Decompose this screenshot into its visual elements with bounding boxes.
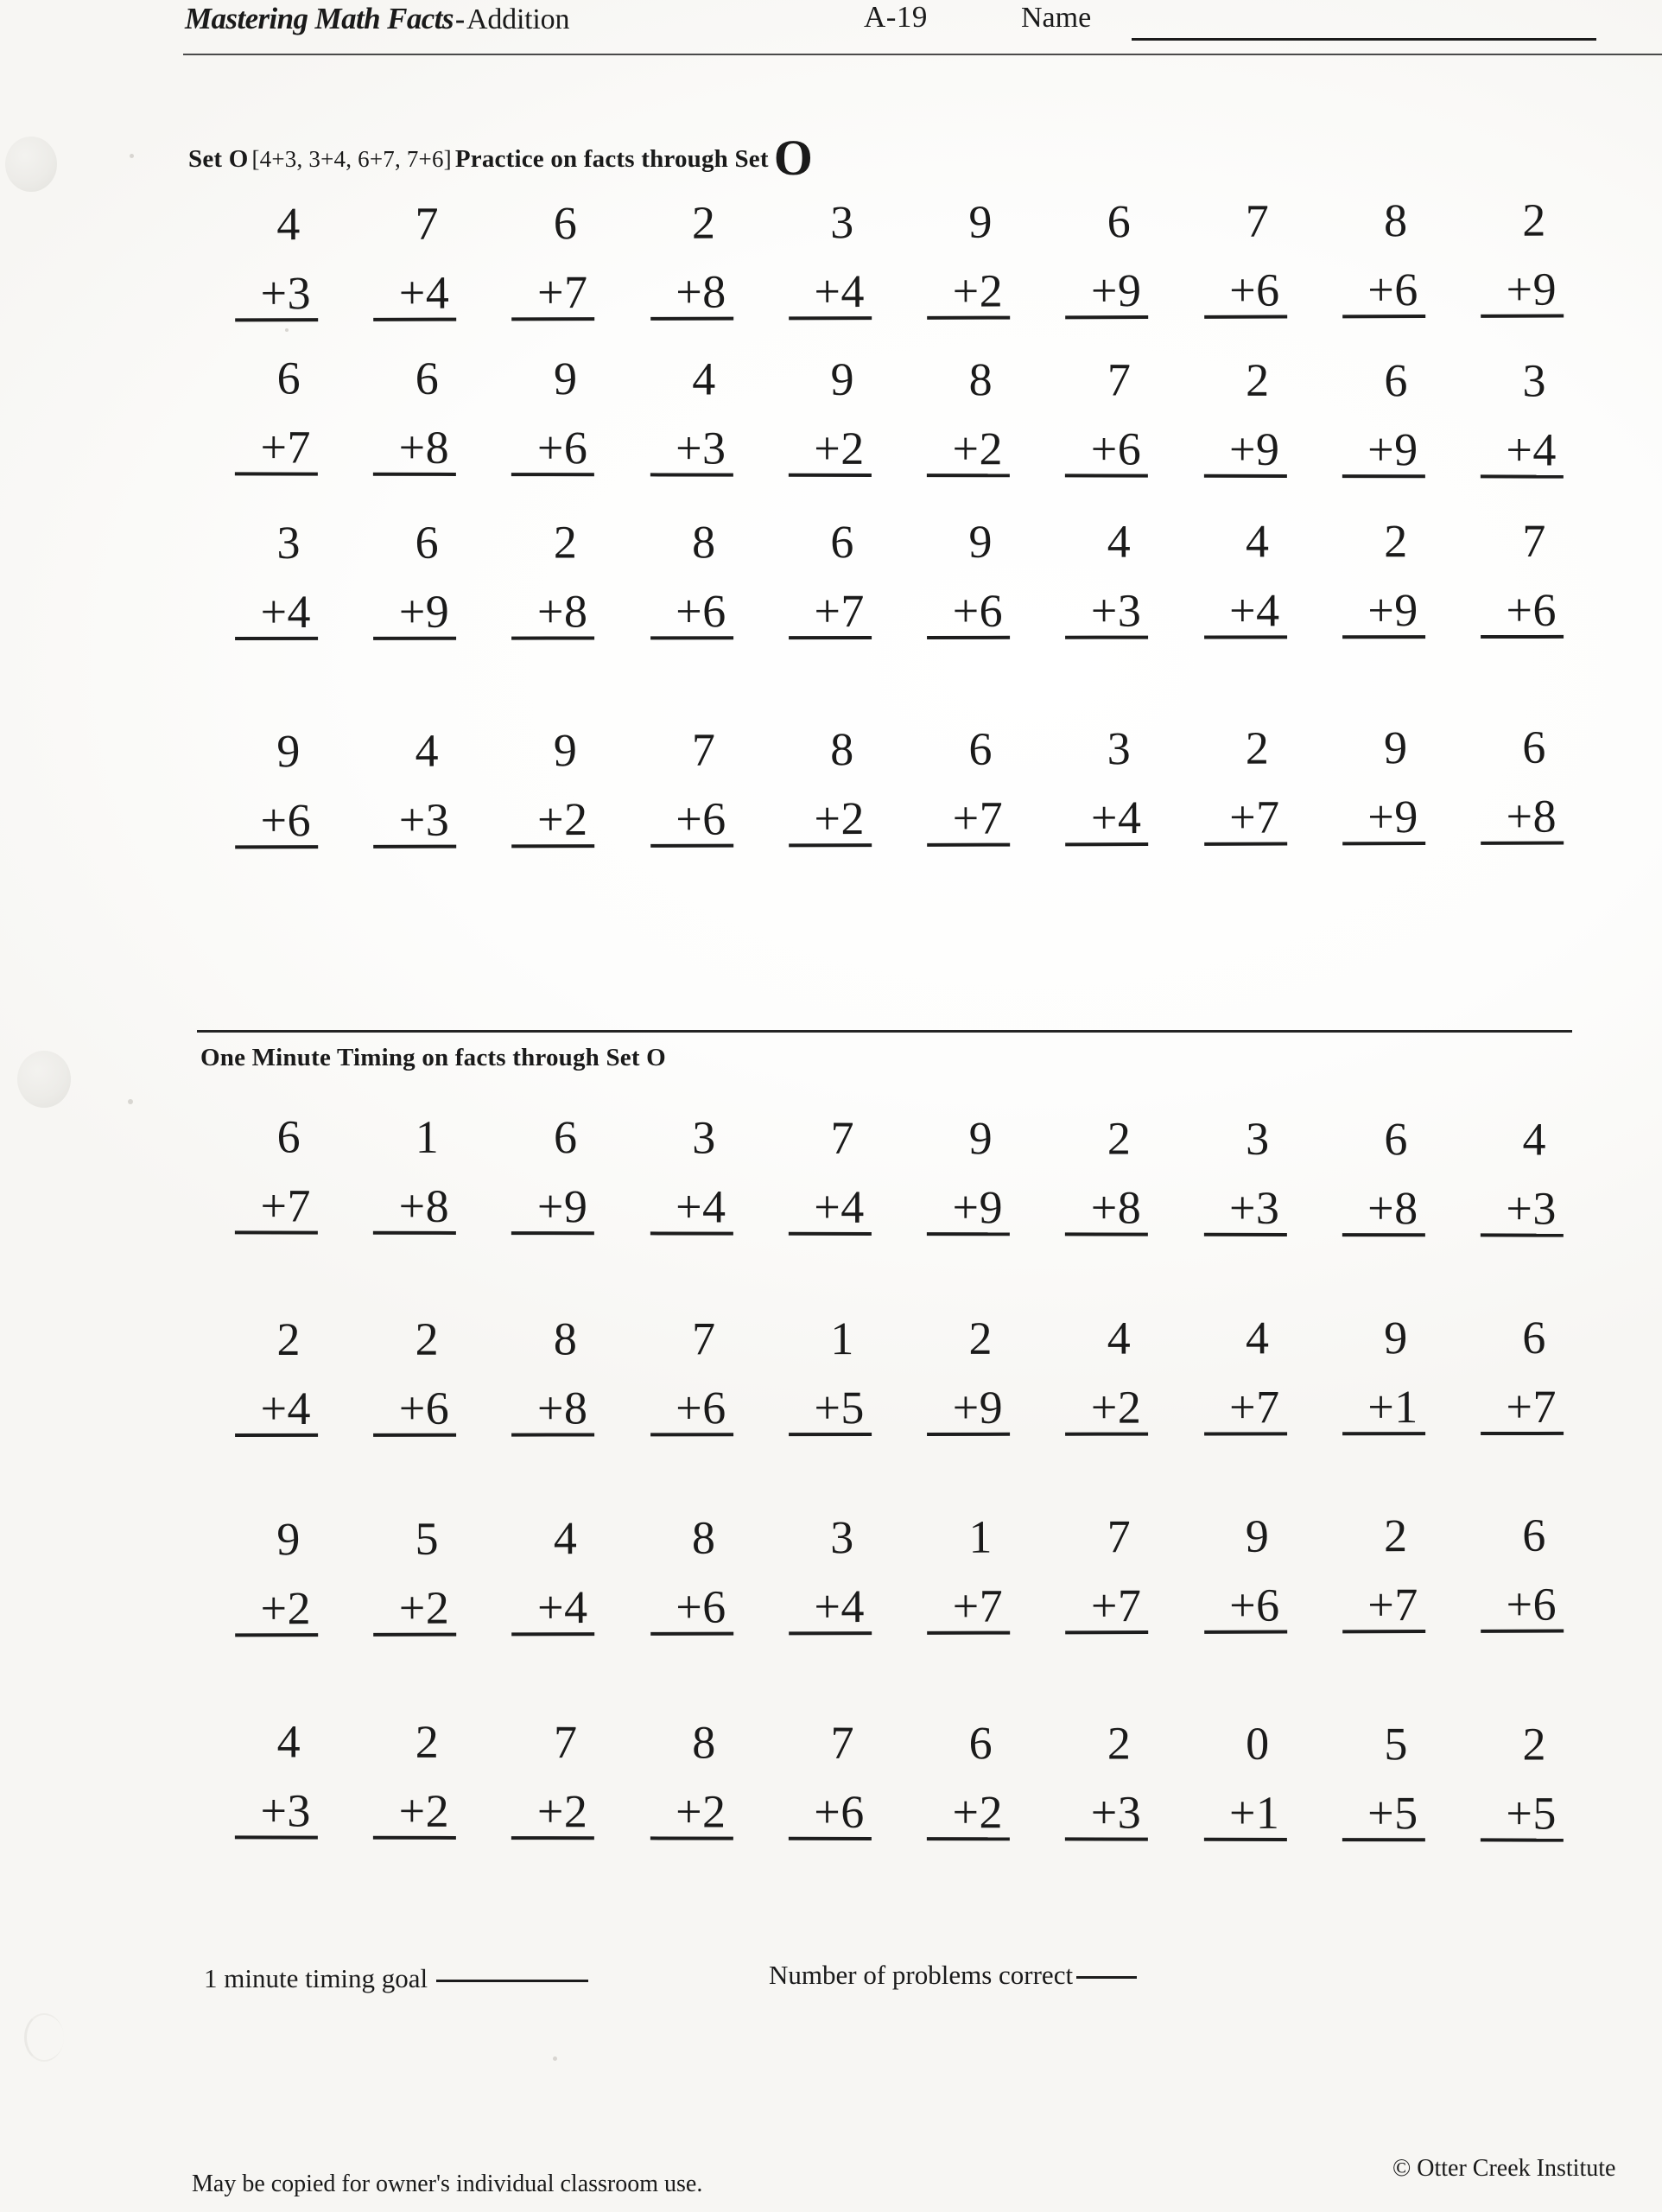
addend-top: 4 [276, 198, 301, 251]
addend-bottom: +9 [927, 1384, 1010, 1436]
timing-goal-field[interactable] [204, 1963, 588, 1994]
addition-problem [908, 1719, 1010, 1858]
addition-problem [1323, 1512, 1425, 1650]
addend-top: 7 [1245, 194, 1270, 247]
addition-problem [216, 1513, 319, 1654]
addition-problem [1046, 1312, 1148, 1453]
addition-problem [1046, 195, 1149, 336]
addend-bottom: +7 [927, 795, 1010, 847]
addend-bottom: +2 [1065, 1384, 1148, 1436]
addend-top: 9 [830, 353, 855, 405]
addend-bottom: +2 [927, 1789, 1010, 1840]
addend-bottom: +3 [650, 424, 733, 476]
addend-top: 7 [1522, 514, 1546, 567]
addition-problem [354, 1715, 456, 1857]
addition-problem [1462, 1113, 1564, 1254]
addition-problem [1462, 1509, 1564, 1650]
brand-name: Mastering Math Facts [185, 2, 454, 35]
addition-problem [1323, 354, 1425, 495]
addition-problem [1184, 194, 1287, 336]
timing-section-heading: One Minute Timing on facts through Set O [200, 1044, 666, 1071]
addition-problem [631, 1315, 733, 1453]
addend-bottom: +8 [511, 1384, 594, 1436]
addition-problem [1323, 194, 1425, 335]
addend-bottom: +6 [650, 1384, 733, 1436]
addition-problem [492, 1716, 594, 1857]
problem-row [216, 1509, 1564, 1655]
addend-bottom: +9 [373, 588, 456, 640]
addition-problem [1046, 722, 1149, 863]
addend-top: 3 [830, 196, 854, 249]
addition-problem [631, 196, 733, 338]
addend-bottom: +2 [927, 268, 1010, 320]
addend-top: 8 [553, 1313, 578, 1365]
addend-bottom: +9 [1342, 426, 1425, 478]
set-label: Set O [188, 145, 249, 173]
addend-bottom: +6 [1342, 266, 1425, 318]
addend-top: 7 [1107, 1510, 1132, 1563]
hole-punch-mark [24, 2013, 64, 2062]
addition-problem [1184, 1112, 1286, 1254]
addend-top: 3 [276, 516, 301, 569]
practice-section-heading [188, 130, 813, 186]
addend-top: 6 [968, 1717, 993, 1770]
addend-bottom: +4 [650, 1183, 733, 1235]
addend-top: 4 [1522, 1113, 1547, 1166]
addend-top: 8 [692, 516, 716, 569]
addition-problem [770, 1716, 872, 1858]
addend-bottom: +1 [1203, 1789, 1286, 1841]
addend-top: 3 [692, 1111, 716, 1164]
addend-top: 6 [1522, 721, 1546, 773]
addend-bottom: +3 [1481, 1185, 1564, 1236]
addend-top: 7 [830, 1716, 855, 1769]
addend-top: 3 [1246, 1112, 1270, 1165]
addend-bottom: +9 [1342, 587, 1425, 639]
section-divider [197, 1030, 1572, 1033]
addition-problem [770, 1315, 872, 1453]
addend-top: 8 [692, 1716, 716, 1769]
timing-goal-input-line[interactable] [436, 1980, 588, 1982]
addition-problem [631, 1716, 733, 1857]
addend-top: 6 [553, 197, 578, 250]
addend-bottom: +8 [511, 588, 594, 639]
addend-top: 2 [1522, 194, 1546, 246]
addition-problem [354, 516, 456, 658]
addend-top: 6 [1522, 1311, 1546, 1363]
addend-top: 5 [415, 1512, 440, 1565]
addition-problem [492, 197, 595, 338]
addend-top: 2 [1107, 1112, 1132, 1165]
scan-speck [128, 1099, 133, 1104]
addend-bottom: +4 [789, 1583, 872, 1635]
addend-bottom: +7 [235, 1182, 318, 1234]
addend-top: 6 [415, 516, 440, 569]
addend-top: 8 [968, 353, 993, 406]
addend-top: 9 [276, 1513, 301, 1566]
addition-problem [216, 1110, 318, 1251]
addend-top: 2 [968, 1312, 993, 1364]
addend-bottom: +4 [235, 1385, 318, 1437]
addend-bottom: +3 [235, 1787, 318, 1839]
addend-bottom: +9 [1342, 793, 1425, 845]
set-facts-list: [4+3, 3+4, 6+7, 7+6] [251, 146, 452, 172]
copy-permission-note: May be copied for owner's individual classroom use. [192, 2171, 703, 2197]
addend-bottom: +7 [927, 1583, 1010, 1635]
addend-top: 7 [553, 1716, 578, 1769]
addend-bottom: +4 [1204, 587, 1287, 639]
addend-top: 8 [1383, 194, 1408, 247]
brand-dash: - [454, 3, 465, 35]
addend-bottom: +2 [373, 1585, 456, 1637]
addition-problem [908, 722, 1011, 864]
hole-punch-mark [17, 1051, 71, 1108]
addend-bottom: +4 [789, 1184, 872, 1236]
addend-bottom: +4 [789, 268, 872, 320]
addend-top: 4 [553, 1512, 578, 1565]
addend-bottom: +4 [1481, 426, 1564, 478]
addend-top: 0 [1246, 1717, 1270, 1770]
addend-bottom: +3 [1203, 1185, 1286, 1236]
addend-bottom: +6 [235, 797, 318, 849]
addition-problem [492, 518, 594, 657]
addition-problem [1462, 1720, 1564, 1859]
problem-row [216, 1715, 1564, 1859]
addend-top: 6 [1384, 1113, 1408, 1166]
addend-top: 9 [276, 725, 301, 778]
addition-problem [1462, 354, 1564, 495]
addition-problem [216, 516, 318, 658]
addition-problem [1184, 515, 1286, 656]
addend-top: 6 [968, 722, 993, 775]
addition-problem [770, 518, 872, 657]
addition-problem [354, 1110, 456, 1252]
addend-bottom: +2 [235, 1585, 318, 1637]
addend-top: 9 [968, 1112, 993, 1165]
addition-problem [908, 1112, 1010, 1253]
addition-problem [908, 515, 1010, 657]
addend-bottom: +2 [789, 795, 872, 847]
addend-bottom: +6 [511, 424, 594, 476]
addend-bottom: +4 [1065, 794, 1148, 846]
addend-bottom: +8 [1065, 1184, 1148, 1236]
problem-row [216, 1110, 1564, 1254]
addend-bottom: +2 [927, 425, 1010, 477]
brand-subject: Addition [466, 3, 570, 35]
addition-problem [492, 1315, 594, 1453]
addend-top: 2 [1107, 1717, 1132, 1770]
addition-problem [216, 200, 319, 339]
addition-problem [1046, 515, 1148, 657]
addend-top: 1 [968, 1510, 993, 1563]
set-letter-large: O [773, 130, 813, 186]
problem-row [216, 721, 1564, 867]
addition-problem [908, 353, 1010, 494]
addend-top: 2 [276, 1313, 301, 1365]
addition-problem [216, 1313, 318, 1454]
problem-row [216, 514, 1564, 658]
addend-bottom: +7 [1204, 1383, 1287, 1435]
addend-bottom: +3 [235, 270, 318, 321]
addition-problem [631, 355, 733, 493]
addition-problem [354, 724, 457, 866]
addend-top: 7 [830, 1111, 855, 1164]
addend-top: 4 [276, 1715, 301, 1768]
addend-bottom: +9 [927, 1184, 1010, 1236]
page-header [0, 0, 1662, 60]
addend-top: 8 [691, 1511, 716, 1564]
addition-problem [492, 724, 595, 865]
problem-row [216, 354, 1564, 495]
addition-problem [631, 1111, 733, 1252]
addend-top: 5 [1384, 1718, 1408, 1770]
addition-problem [1184, 1717, 1286, 1859]
addend-bottom: +2 [511, 796, 594, 848]
addend-bottom: +8 [373, 424, 456, 476]
addition-problem [770, 723, 872, 864]
copyright-notice: © Otter Creek Institute [1392, 2155, 1616, 2182]
addend-top: 2 [691, 196, 716, 249]
addend-bottom: +7 [1204, 794, 1287, 846]
addition-problem [770, 1111, 872, 1253]
addition-problem [354, 352, 456, 493]
addend-bottom: +4 [235, 588, 318, 640]
addend-top: 2 [415, 1313, 440, 1365]
problem-row [216, 1311, 1564, 1454]
addend-bottom: +6 [650, 1584, 733, 1636]
addend-bottom: +6 [1481, 1581, 1564, 1633]
worksheet-title [185, 2, 569, 36]
addition-problem [216, 354, 318, 493]
addend-bottom: +6 [650, 588, 733, 639]
addend-top: 7 [415, 197, 440, 250]
addend-bottom: +3 [1065, 1789, 1148, 1840]
addend-bottom: +2 [789, 425, 872, 477]
problems-correct-input-line[interactable] [1076, 1976, 1137, 1979]
addend-bottom: +5 [789, 1384, 872, 1436]
addend-top: 6 [276, 352, 301, 404]
addend-top: 2 [415, 1715, 440, 1768]
addend-top: 9 [553, 353, 578, 405]
name-input-line[interactable] [1132, 38, 1596, 41]
addend-top: 6 [415, 352, 440, 404]
name-label: Name [1021, 2, 1092, 34]
addend-bottom: +7 [511, 269, 594, 321]
addition-problem [631, 723, 733, 865]
timing-goal-label: 1 minute timing goal [204, 1963, 428, 1993]
addend-top: 2 [553, 516, 578, 569]
addend-top: 4 [1245, 1312, 1270, 1364]
addition-problem [1323, 721, 1425, 862]
addend-top: 6 [830, 516, 854, 569]
addition-problem [770, 353, 872, 494]
addend-bottom: +7 [789, 588, 872, 639]
addend-bottom: +6 [1204, 1582, 1287, 1634]
addend-bottom: +4 [373, 270, 456, 321]
addition-problem [492, 355, 594, 493]
addend-bottom: +5 [1481, 1789, 1564, 1841]
addend-top: 6 [1384, 354, 1408, 407]
addend-top: 8 [830, 723, 854, 776]
addend-bottom: +9 [1065, 267, 1148, 319]
problems-correct-field[interactable] [769, 1960, 1137, 1991]
addend-bottom: +2 [373, 1788, 456, 1840]
addend-bottom: +6 [1204, 267, 1287, 319]
addend-bottom: +6 [1065, 425, 1148, 477]
scan-speck [130, 154, 134, 158]
addend-bottom: +8 [1481, 793, 1564, 845]
problem-row [216, 194, 1564, 340]
hole-punch-mark [5, 137, 57, 192]
addition-problem [354, 197, 457, 339]
addend-top: 6 [1107, 195, 1132, 248]
addition-problem [1462, 194, 1564, 335]
addend-top: 4 [692, 353, 716, 405]
addend-bottom: +3 [1065, 588, 1148, 639]
addend-top: 9 [1383, 721, 1408, 774]
addend-top: 3 [1522, 354, 1547, 407]
addition-problem [354, 1512, 457, 1654]
addition-problem [631, 1511, 733, 1653]
addend-bottom: +4 [511, 1584, 594, 1636]
addend-top: 4 [1107, 1312, 1132, 1364]
addend-top: 2 [1246, 353, 1270, 406]
addition-problem [1462, 1311, 1564, 1452]
addend-top: 2 [1522, 1718, 1547, 1770]
addend-top: 4 [415, 724, 440, 777]
addend-top: 7 [691, 723, 716, 776]
addend-bottom: +8 [650, 269, 733, 321]
addend-bottom: +6 [373, 1385, 456, 1437]
addend-bottom: +7 [1065, 1582, 1148, 1634]
problems-correct-label: Number of problems correct [769, 1960, 1074, 1990]
addition-problem [492, 1111, 594, 1252]
addition-problem [1323, 515, 1425, 656]
addition-problem [1323, 1720, 1425, 1859]
page-code: A-19 [864, 0, 928, 34]
addition-problem [1323, 1314, 1425, 1452]
addend-top: 6 [1522, 1509, 1546, 1561]
addend-top: 1 [830, 1313, 854, 1365]
addend-top: 1 [415, 1110, 440, 1163]
addition-problem [216, 725, 319, 866]
addend-bottom: +9 [511, 1183, 594, 1235]
addend-top: 2 [1384, 515, 1408, 568]
addition-problem [1046, 1112, 1148, 1253]
addend-bottom: +6 [927, 588, 1010, 639]
addend-bottom: +7 [1481, 1383, 1564, 1435]
addend-top: 3 [1107, 722, 1132, 775]
addition-problem [1046, 1719, 1148, 1858]
scan-speck [553, 2056, 557, 2061]
addend-top: 6 [276, 1110, 301, 1163]
addition-problem [1462, 721, 1564, 862]
header-divider [183, 54, 1662, 55]
addition-problem [1323, 1113, 1425, 1254]
addition-problem [908, 1312, 1010, 1453]
addend-top: 9 [1245, 1510, 1270, 1562]
addend-bottom: +6 [1481, 587, 1564, 639]
addition-problem [1184, 353, 1286, 495]
addend-bottom: +8 [373, 1183, 456, 1235]
addition-problem [216, 1715, 318, 1856]
addend-bottom: +6 [650, 796, 733, 848]
addend-top: 9 [553, 724, 578, 777]
addition-problem [1046, 1510, 1149, 1651]
addend-top: 2 [1245, 721, 1270, 774]
addend-top: 7 [692, 1313, 716, 1365]
addend-bottom: +3 [373, 797, 456, 849]
addend-top: 2 [1383, 1510, 1408, 1562]
addition-problem [1046, 353, 1148, 494]
addend-bottom: +1 [1342, 1383, 1425, 1435]
addition-problem [908, 1510, 1011, 1652]
addition-problem [770, 196, 872, 337]
addend-top: 3 [830, 1511, 854, 1564]
addend-top: 6 [553, 1111, 578, 1164]
addend-bottom: +2 [650, 1788, 733, 1840]
addition-problem [631, 518, 733, 657]
addend-bottom: +6 [789, 1789, 872, 1840]
addend-bottom: +2 [511, 1788, 594, 1840]
addend-bottom: +7 [235, 423, 318, 475]
addend-top: 9 [968, 515, 993, 568]
addition-problem [908, 195, 1011, 337]
addition-problem [354, 1313, 456, 1454]
addend-top: 7 [1107, 353, 1132, 406]
addend-bottom: +8 [1342, 1185, 1425, 1236]
addend-bottom: +9 [1481, 266, 1564, 318]
addition-problem [770, 1511, 872, 1652]
addend-top: 9 [1384, 1312, 1408, 1364]
addend-bottom: +5 [1342, 1789, 1425, 1841]
practice-instruction: Practice on facts through Set [454, 145, 769, 173]
addend-bottom: +7 [1342, 1581, 1425, 1633]
addition-problem [1462, 514, 1564, 656]
addend-top: 4 [1245, 515, 1270, 568]
addition-problem [1184, 1314, 1286, 1452]
addend-bottom: +9 [1203, 426, 1286, 478]
addition-problem [1184, 721, 1287, 863]
addition-problem [492, 1512, 595, 1653]
addition-problem [1184, 1510, 1287, 1651]
addend-top: 4 [1107, 515, 1132, 568]
addend-top: 9 [968, 195, 993, 248]
